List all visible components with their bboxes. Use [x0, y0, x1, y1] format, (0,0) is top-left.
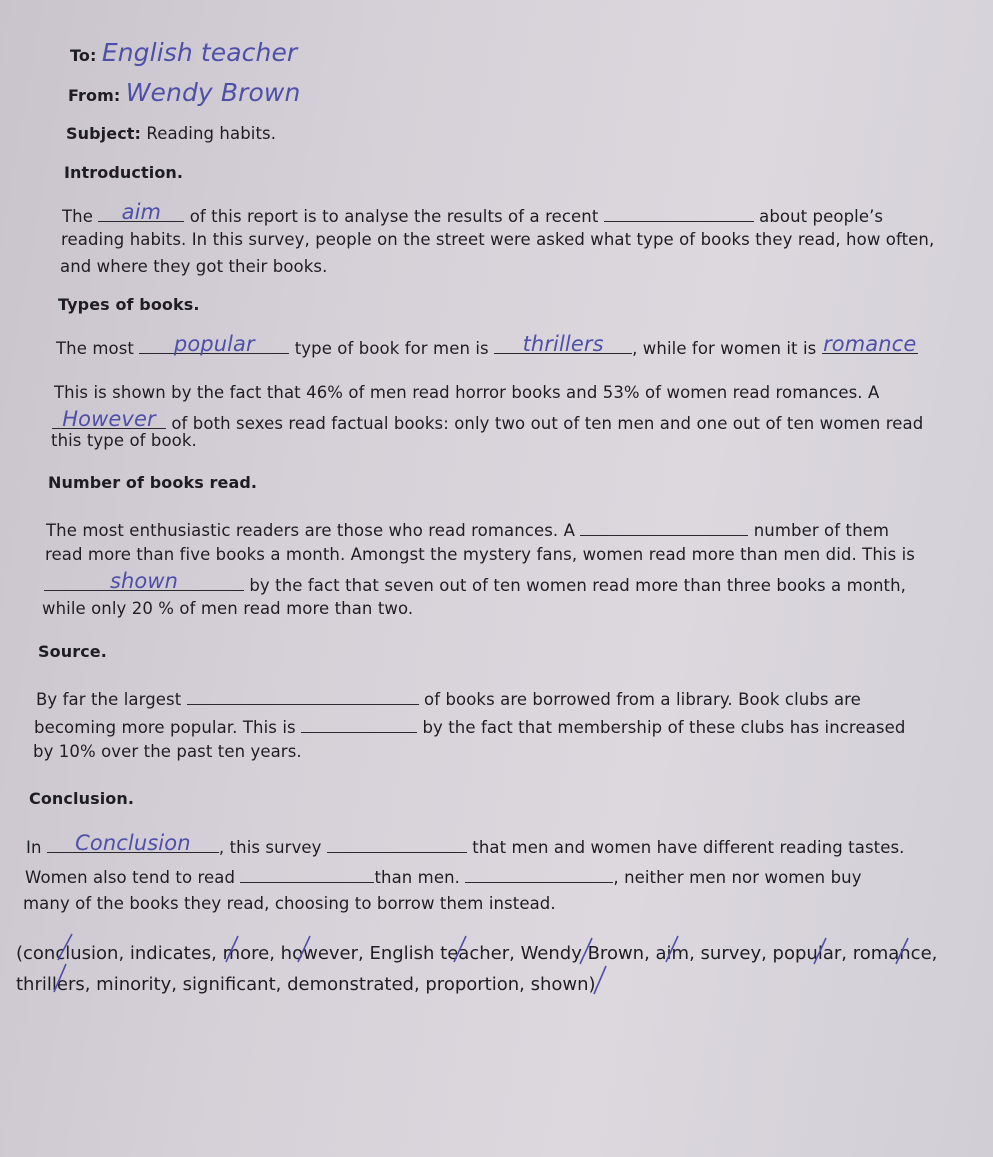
- number-text: by the fact that seven out of ten women read more than three books a month,: [249, 576, 906, 595]
- intro-heading: Introduction.: [64, 163, 184, 182]
- handwritten-answer: However: [62, 407, 156, 431]
- types-text: The most: [56, 339, 134, 358]
- source-heading: Source.: [38, 642, 107, 661]
- strike-popular: [814, 938, 826, 964]
- handwritten-answer: aim: [121, 200, 162, 224]
- conclusion-text: than men.: [374, 868, 461, 887]
- number-heading: Number of books read.: [48, 473, 258, 492]
- number-line-4: while only 20 % of men read more than two.: [42, 599, 414, 618]
- source-line-3: by 10% over the past ten years.: [33, 742, 302, 761]
- conclusion-text: that men and women have different reading tastes.: [472, 838, 905, 857]
- conclusion-text: , this survey: [218, 838, 322, 857]
- types-heading: Types of books.: [58, 295, 200, 314]
- conclusion-line-3: many of the books they read, choosing to borrow them instead.: [23, 894, 556, 913]
- handwritten-answer: shown: [109, 569, 179, 593]
- source-text: of books are borrowed from a library. Book clubs are: [424, 690, 861, 709]
- handwritten-answer: thrillers: [522, 332, 604, 356]
- conclusion-text: , neither men nor women buy: [613, 868, 862, 887]
- subject-value: Reading habits.: [146, 124, 277, 143]
- types-text: type of book for men is: [294, 339, 489, 358]
- number-line-2: read more than five books a month. Amongst the mystery fans, women read more than men did. This is: [45, 545, 916, 564]
- strike-teacher: [454, 936, 466, 962]
- conclusion-text: In: [26, 838, 42, 857]
- to-label: To:: [70, 46, 97, 65]
- strike-more: [226, 936, 238, 962]
- strike-however: [298, 936, 310, 962]
- from-handwritten-value: Wendy Brown: [125, 78, 301, 107]
- types-text: of both sexes read factual books: only two out of ten men and one out of ten women read: [171, 414, 924, 433]
- intro-text: The: [62, 207, 93, 226]
- intro-line-2: reading habits. In this survey, people on the street were asked what type of books they read, how often,: [61, 230, 935, 249]
- word-bank-text: (conclusion, indicates, more, however, English teacher, Wendy Brown, aim, survey, popular, romance, thrillers, minority, significant, demonstrated, proportion, shown): [16, 943, 938, 995]
- types-text: , while for women it is: [632, 339, 817, 358]
- strike-brown: [580, 938, 592, 964]
- strike-conclusion: [58, 934, 72, 960]
- subject-label: Subject:: [66, 124, 142, 143]
- handwritten-answer: popular: [173, 332, 255, 356]
- handwritten-answer: Conclusion: [75, 831, 191, 855]
- strike-thrillers: [54, 964, 66, 992]
- intro-text: of this report is to analyse the results of a recent: [189, 207, 599, 226]
- conclusion-heading: Conclusion.: [29, 789, 135, 808]
- conclusion-text: Women also tend to read: [25, 868, 236, 887]
- source-text: By far the largest: [36, 690, 182, 709]
- source-text: becoming more popular. This is: [34, 718, 296, 737]
- number-text: number of them: [753, 521, 890, 540]
- number-text: The most enthusiastic readers are those who read romances. A: [46, 521, 575, 540]
- handwritten-answer: romance: [823, 332, 917, 356]
- from-label: From:: [68, 86, 121, 105]
- types-line-2: This is shown by the fact that 46% of men read horror books and 53% of women read romances. A: [54, 383, 880, 402]
- intro-line-3: and where they got their books.: [60, 257, 328, 276]
- strike-aim: [666, 936, 678, 962]
- strike-shown: [594, 966, 606, 994]
- types-line-4: this type of book.: [51, 431, 197, 450]
- intro-text: about people’s: [759, 207, 884, 226]
- source-text: by the fact that membership of these clubs has increased: [422, 718, 906, 737]
- to-handwritten-value: English teacher: [101, 38, 298, 67]
- strike-romance: [896, 938, 908, 964]
